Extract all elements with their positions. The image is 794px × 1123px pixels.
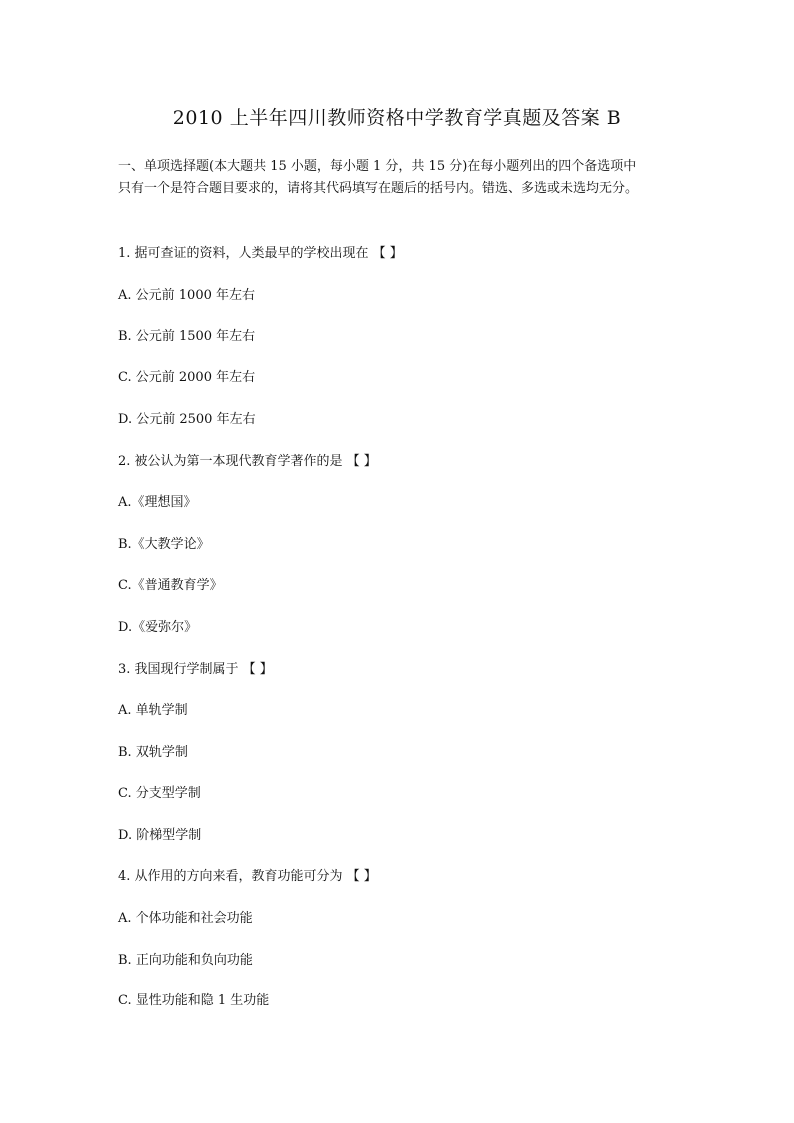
question-1-option-d: D. 公元前 2500 年左右 [118,412,256,427]
question-2-option-d: D.《爱弥尔》 [118,620,198,635]
question-1-option-c: C. 公元前 2000 年左右 [118,370,256,385]
question-4-option-a: A. 个体功能和社会功能 [118,911,253,926]
instructions-line-2: 只有一个是符合题目要求的，请将其代码填写在题后的括号内。错选、多选或未选均无分。 [118,181,639,196]
instructions-line-1: 一、单项选择题(本大题共 15 小题，每小题 1 分，共 15 分)在每小题列出的四个备选项中 [118,159,637,174]
question-1: 1. 据可查证的资料，人类最早的学校出现在 【 】 [118,246,403,261]
question-2-option-c: C.《普通教育学》 [118,578,223,593]
question-3: 3. 我国现行学制属于 【 】 [118,662,273,677]
question-4-option-b: B. 正向功能和负向功能 [118,953,253,968]
question-1-option-a: A. 公元前 1000 年左右 [118,288,256,303]
question-4: 4. 从作用的方向来看，教育功能可分为 【 】 [118,869,377,884]
question-4-option-c: C. 显性功能和隐 1 生功能 [118,993,270,1008]
question-2-option-b: B.《大教学论》 [118,537,210,552]
question-1-option-b: B. 公元前 1500 年左右 [118,329,256,344]
section-instructions [118,156,698,200]
question-3-option-b: B. 双轨学制 [118,745,188,760]
question-3-option-c: C. 分支型学制 [118,786,201,801]
document-title: 2010 上半年四川教师资格中学教育学真题及答案 B [172,107,622,129]
question-3-option-a: A. 单轨学制 [118,703,188,718]
question-3-option-d: D. 阶梯型学制 [118,828,202,843]
question-2-option-a: A.《理想国》 [118,495,197,510]
question-2: 2. 被公认为第一本现代教育学著作的是 【 】 [118,454,377,469]
